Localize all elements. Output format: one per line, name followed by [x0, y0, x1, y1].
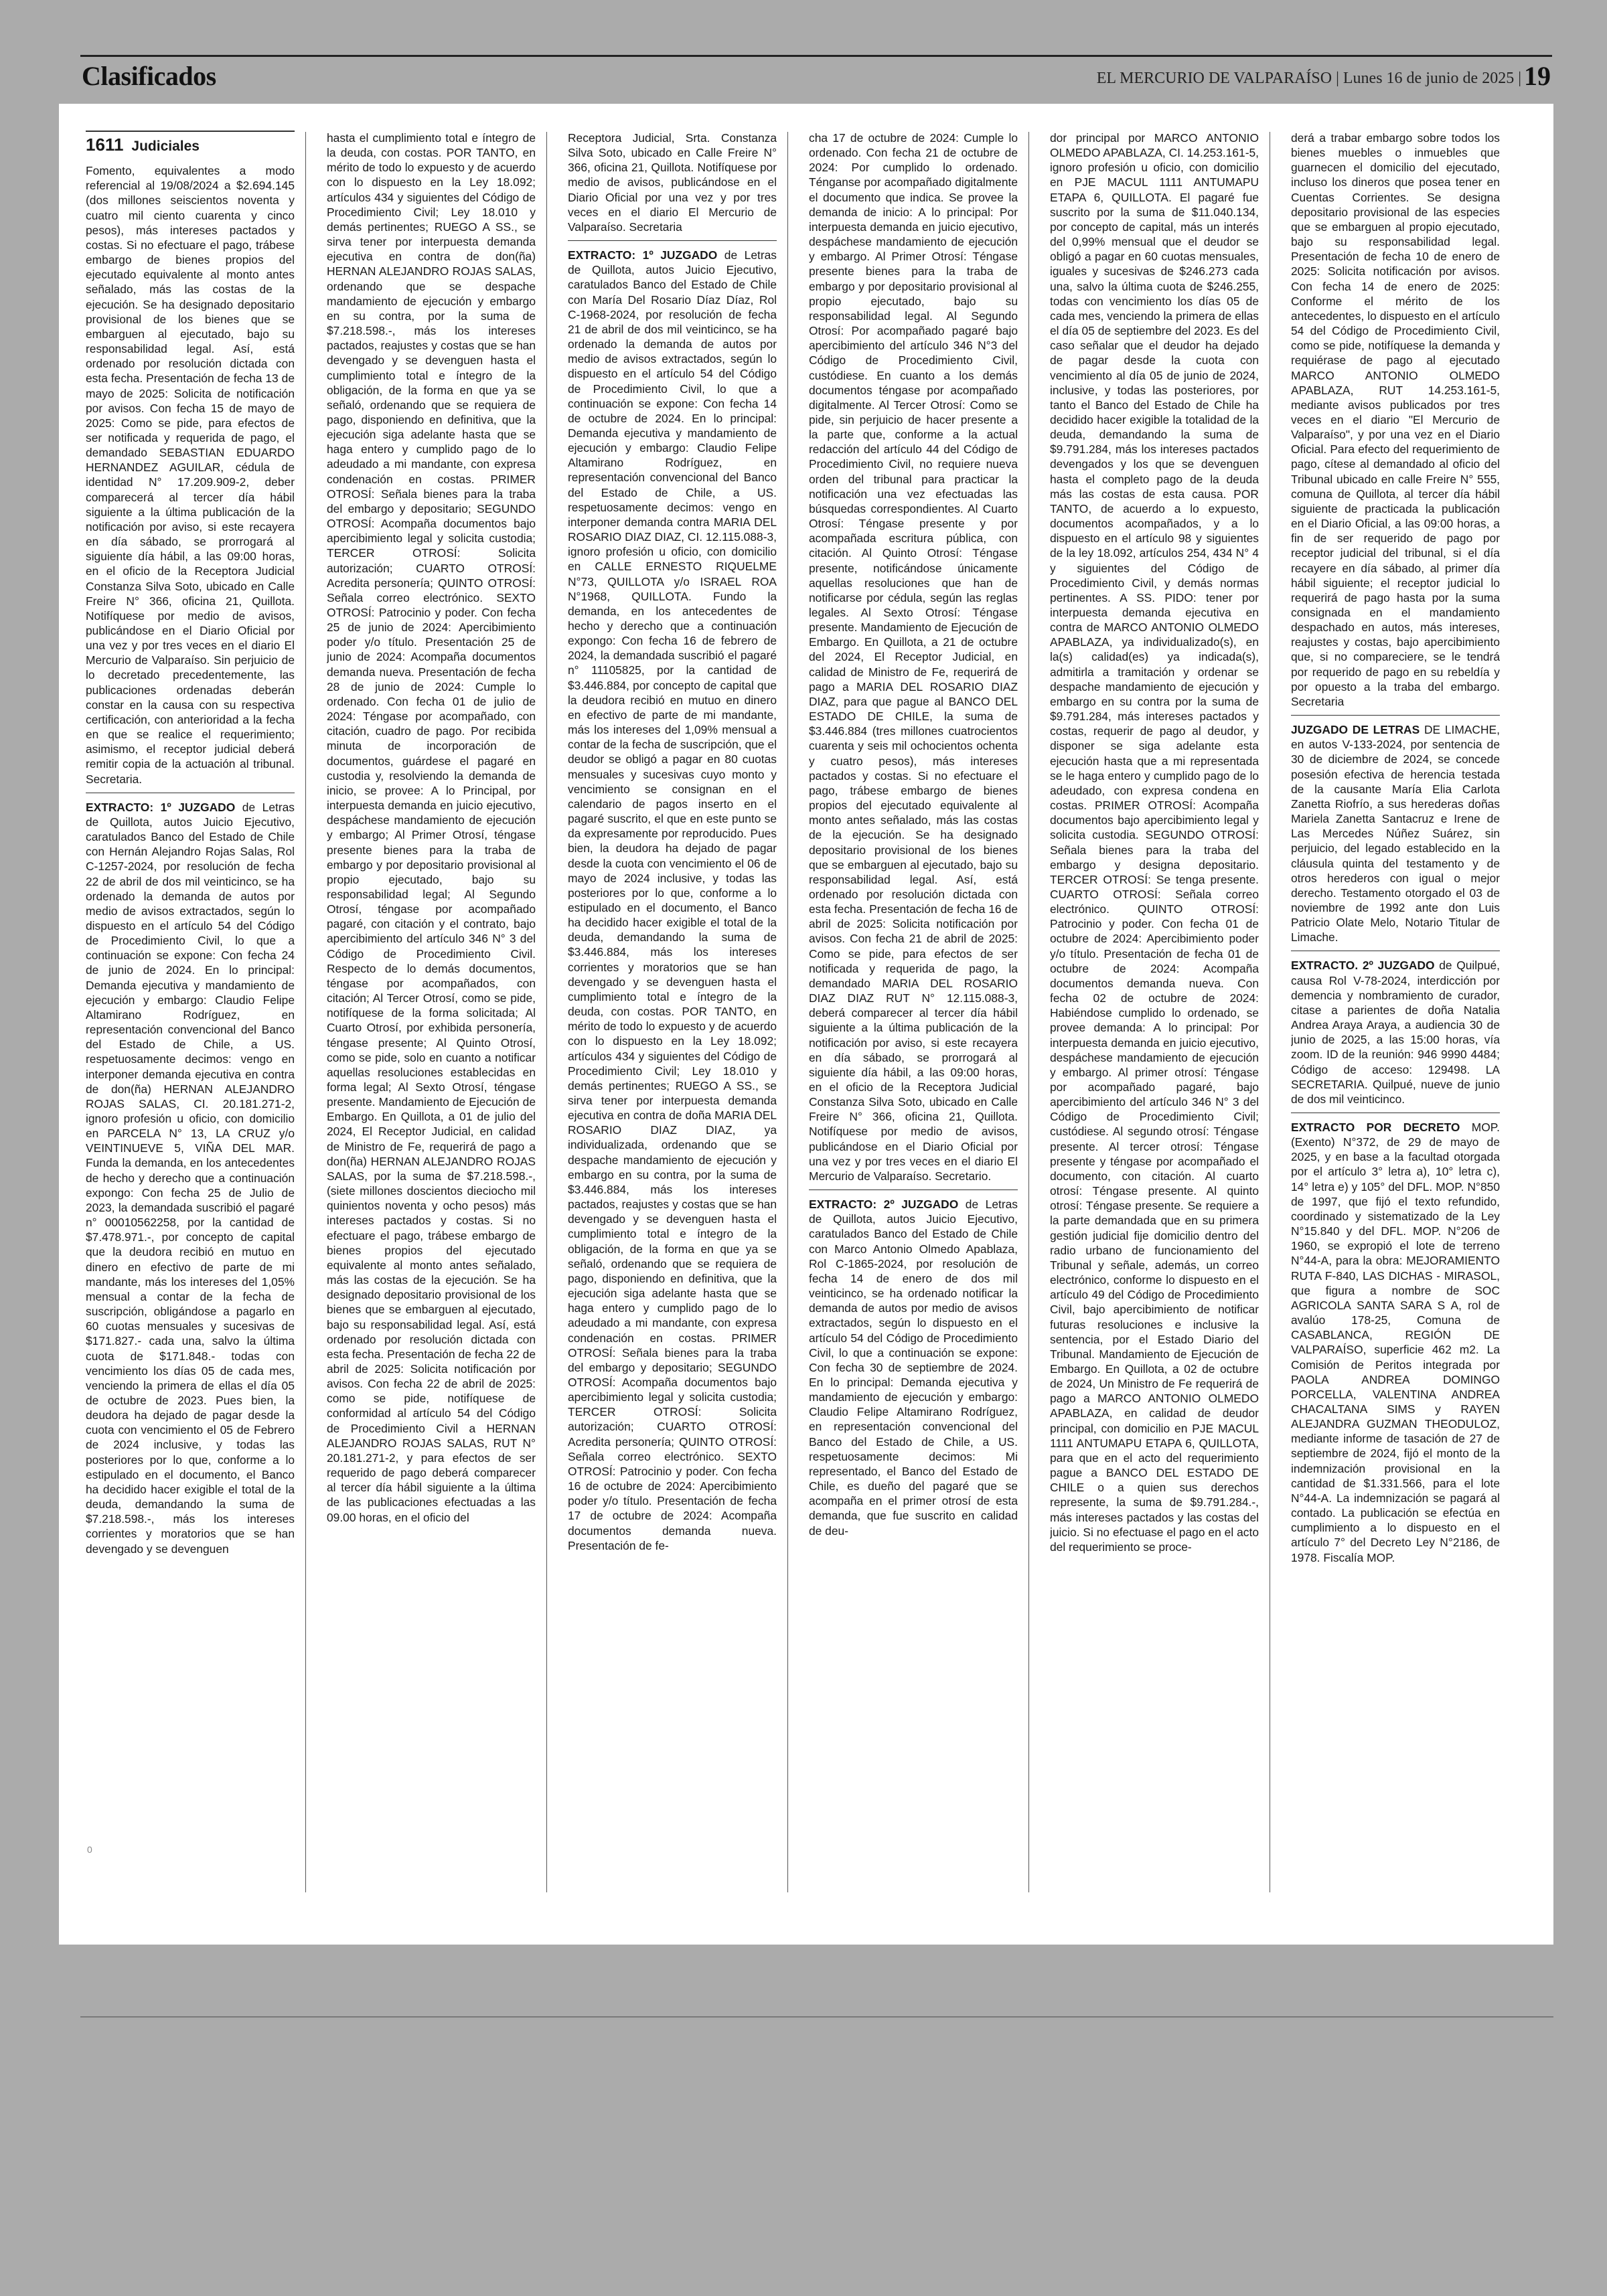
- notice-text: hasta el cumplimiento total e íntegro de la deuda, con costas. POR TANTO, en mérito de todo lo expuesto y de acuerdo con lo dispuesto en la Ley 18.092; artículos 434 y siguientes del Código de Procedimiento Civil; Ley 18.010 y demás pertinentes; RUEGO A SS., se sirva tener por interpuesta demanda ejecutiva en contra de don(ña) HERNAN ALEJANDRO ROJAS SALAS, ordenando que se despache mandamiento de ejecución y embargo en su contra, por la suma de $7.218.598.-, más los intereses pactados, reajustes y costas que se han devengado y se devenguen hasta el cumplimiento total e íntegro de la obligación, de la forma en que ya se señaló, ordenando que se requiera de pago, disponiendo en definitiva, que la ejecución siga adelante hasta que se haga entero y cumplido pago de lo adeudado a mi mandante, con expresa condenación en costas. PRIMER OTROSÍ: Señala bienes para la traba del embargo y depositario; SEGUNDO OTROSÍ: Acompaña documentos bajo apercibimiento legal y solicita custodia; TERCER OTROSÍ: Solicita autorización; CUARTO OTROSÍ: Acredita personería; QUINTO OTROSÍ: Señala correo electrónico. SEXTO OTROSÍ: Patrocinio y poder. Con fecha 25 de junio de 2024: Apercibimiento poder y/o título. Presentación 25 de junio de 2024: Acompaña documentos demanda nueva. Presentación de fecha 28 de junio de 2024: Cumple lo ordenado. Con fecha 01 de julio de 2024: Téngase por acompañado, con citación, cuadro de pago. Por recibida minuta de incorporación de documentos, guárdese el pagaré en custodia y, resolviendo la demanda de inicio, se provee: A lo Principal, por interpuesta demanda en juicio ejecutivo, despáchese mandamiento de ejecución y embargo; Al Primer Otrosí, téngase presente bienes para la traba de embargo y por depositario provisional al propio ejecutado, bajo su responsabilidad legal; Al Segundo Otrosí, téngase por acompañado pagaré, con citación y el contrato, bajo apercibimiento del artículo 346 N° 3 del Código de Procedimiento Civil. Respecto de lo demás documentos, téngase por acompañados, con citación; Al Tercer Otrosí, como se pide, notifíquese de la forma solicitada; Al Cuarto Otrosí, por exhibida personería, téngase presente; Al Quinto Otrosí, como se pide, solo en cuanto a notificar aquellas resoluciones establecidas en forma legal; Al Sexto Otrosí, téngase presente. Mandamiento de Ejecución de Embargo. En Quillota, a 01 de julio del 2024, El Receptor Judicial, en calidad de Ministro de Fe, requerirá de pago a don(ña) HERNAN ALEJANDRO ROJAS SALAS, por la suma de $7.218.598.-, (siete millones doscientos dieciocho mil quinientos noventa y ocho pesos) más intereses pactados y costas. Si no efectuare el pago, trábese embargo de bienes propios del ejecutado equivalente al monto antes señalado, más las costas de la ejecución. Se ha designado depositario provisional de los bienes que se embarguen al ejecutado, bajo su responsabilidad legal. Así, está ordenado por resolución dictada con esta fecha. Presentación de fecha 22 de abril de 2025: Solicita notificación por avisos. Con fecha 22 de abril de 2025: como se pide, notifíquese de conformidad al artículo 54 del Código de Procedimiento Civil a HERNAN ALEJANDRO ROJAS SALAS, RUT N° 20.181.271-2, y para efectos de ser requerido de pago deberá comparecer al tercer día hábil siguiente a la última de las publicaciones efectuadas a las 09.00 horas, en el oficio del: [327, 131, 536, 1524]
- legal-notice: [568, 248, 777, 1553]
- notice-text: Fomento, equivalentes a modo referencial al 19/08/2024 a $2.694.145 (dos millones seiscientos noventa y cuatro mil ciento cuarenta y cinco pesos), más intereses pactados y costas. Si no efectuare el pago, trábese embargo de bienes propios del ejecutado equivalente al monto antes señalado, más las costas de la ejecución. Se ha designado depositario provisional de los bienes que se embarguen al ejecutado, bajo su responsabilidad legal. Así, está ordenado por resolución dictada con esta fecha. Presentación de fecha 13 de mayo de 2025: Solicita de notificación por avisos. Con fecha 15 de mayo de 2025: Como se pide, para efectos de ser notificada y requerida de pago, el demandado SEBASTIAN EDUARDO HERNANDEZ AGUILAR, cédula de identidad N° 17.209.909-2, deber comparecerá al tercer día hábil siguiente a la última publicación de la notificación por aviso, si este recayera en día sábado, se prorrogará al siguiente día hábil, a las 09:00 horas, en el oficio de la Receptora Judicial Constanza Silva Soto, ubicado en Calle Freire N° 366, oficina 21, Quillota. Notifíquese por medio de avisos, publicándose en el Diario Oficial por una vez y por tres veces en el diario El Mercurio de Valparaíso. Sin perjuicio de lo decretado precedentemente, las publicaciones ordenadas deberán constar en la causa con su respectiva certificación, con anterioridad a la fecha en que se realice el requerimiento; asimismo, el receptor judicial deberá remitir copia de la actuación al tribunal. Secretaria.: [86, 164, 295, 786]
- column-divider: [787, 132, 788, 1892]
- notice-text: dor principal por MARCO ANTONIO OLMEDO APABLAZA, CI. 14.253.161-5, ignoro profesión u oficio, con domicilio en PJE MACUL 1111 ANTUMAPU ETAPA 6, QUILLOTA. El pagaré fue suscrito por la suma de $11.040.134, por concepto de capital, más un interés del 0,99% mensual que el deudor se obligó a pagar en 60 cuotas mensuales, iguales y sucesivas de $246.273 cada una, salvo la última cuota de $246.255, todas con vencimiento los días 05 de cada mes, venciendo la primera de ellas el día 05 de septiembre del 2023. Es del caso señalar que el deudor ha dejado de pagar desde la cuota con vencimiento al día 05 de junio de 2024, inclusive, y todas las posteriores, por tanto el Banco del Estado de Chile ha decidido hacer exigible la totalidad de la deuda, demandando la suma de $9.791.284, más los intereses pactados devengados y los que se devenguen hasta el completo pago de la deuda más las costas de esta causa. POR TANTO, de acuerdo a lo expuesto, documentos acompañados, y a lo dispuesto en el artículo 98 y siguientes de la ley 18.092, artículos 254, 434 N° 4 y siguientes del Código de Procedimiento Civil, y demás normas pertinentes. A SS. PIDO: tener por interpuesta demanda ejecutiva en contra de MARCO ANTONIO OLMEDO APABLAZA, ya individualizado(s), en la(s) calidad(es) ya indicada(s), admitirla a tramitación y ordenar se despache mandamiento de ejecución y embargo en su contra por la suma de $9.791.284, más intereses pactados y costas, requerir de pago al deudor, y disponer se siga adelante esta ejecución hasta que a mi representada se le haga entero y cumplido pago de lo adeudado, con expresa condena en costas. PRIMER OTROSÍ: Acompaña documentos bajo apercibimiento legal y solicita custodia. SEGUNDO OTROSÍ: Señala bienes para la traba del embargo y designa depositario. TERCER OTROSÍ: Se tenga presente. CUARTO OTROSÍ: Señala correo electrónico. QUINTO OTROSÍ: Patrocinio y poder. Con fecha 01 de octubre de 2024: Apercibimiento poder y/o título. Presentación de fecha 01 de octubre de 2024: Acompaña documentos demanda nueva. Con fecha 02 de octubre de 2024: Habiéndose cumplido lo ordenado, se provee demanda: A lo principal: Por interpuesta demanda en juicio ejecutivo, despáchese mandamiento de ejecución y embargo. Al primer otrosí: Téngase por acompañado pagaré, bajo apercibimiento del artículo 346 N° 3 del Código de Procedimiento Civil; custódiese. Al segundo otrosí: Téngase presente. Al tercer otrosí: Téngase presente y téngase por acompañado el documento, con citación. Al cuarto otrosí: Téngase presente. Al quinto otrosí: Téngase presente. Se requiere a la parte demandada que en su primera gestión judicial fije domicilio dentro del radio urbano de funcionamiento del Tribunal y señale, además, un correo electrónico, conforme lo dispuesto en el artículo 49 del Código de Procedimiento Civil, bajo apercibimiento de notificar futuras resoluciones e inclusive la sentencia, por el Estado Diario del Tribunal. Mandamiento de Ejecución de Embargo. En Quillota, a 02 de octubre de 2024, Un Ministro de Fe requerirá de pago a MARCO ANTONIO OLMEDO APABLAZA, en calidad de deudor principal, con domicilio en PJE MACUL 1111 ANTUMAPU ETAPA 6, QUILLOTA, para que en el acto del requerimiento pague a BANCO DEL ESTADO DE CHILE o a quien sus derechos represente, la suma de $9.791.284.-, más intereses pactados y las costas del juicio. Si no efectuase el pago en el acto del requerimiento se proce-: [1050, 131, 1259, 1554]
- notice-text: DE LIMACHE, en autos V-133-2024, por sentencia de 30 de diciembre de 2024, se concede posesión efectiva de herencia testada de la causante María Elia Carlota Zanetta Riofrío, a sus herederas doñas Mariela Zanetta Santacruz e Irene de Las Mercedes Núñez Suárez, sin perjuicio, del legado establecido en la cláusula quinta del testamento y de otros herederos con igual o mejor derecho. Testamento otorgado el 03 de noviembre de 1992 ante don Luis Patricio Olate Melo, Notario Titular de Limache.: [1291, 723, 1500, 945]
- page-mark: 0: [87, 1844, 92, 1855]
- page-number: 19: [1524, 61, 1551, 91]
- category-number: 1611: [86, 135, 124, 155]
- column-4: [809, 131, 1018, 1898]
- legal-notice: [809, 131, 1018, 1183]
- notice-lead: EXTRACTO POR DECRETO: [1291, 1121, 1460, 1134]
- notice-text: Receptora Judicial, Srta. Constanza Silva Soto, ubicado en Calle Freire N° 366, oficina 21, Quillota. Notifíquese por medio de avisos, publicándose en el Diario Oficial por una vez y por tres veces en el diario El Mercurio de Valparaíso. Secretaria: [568, 131, 777, 234]
- notice-lead: JUZGADO DE LETRAS: [1291, 723, 1420, 737]
- notice-text: de Quilpué, causa Rol V-78-2024, interdicción por demencia y nombramiento de curador, citase a parientes de doña Natalia Andrea Araya Araya, a audiencia 30 de junio de 2025, a las 15:00 horas, vía zoom. ID de la reunión: 946 9990 4484; Código de acceso: 129498. LA SECRETARIA. Quilpué, nueve de junio de dos mil veinticinco.: [1291, 959, 1500, 1106]
- column-5: [1050, 131, 1259, 1898]
- legal-notice: [568, 131, 777, 234]
- legal-notice: [1291, 131, 1500, 709]
- notice-lead: EXTRACTO: 1º JUZGADO: [86, 800, 236, 814]
- legal-notice: [86, 163, 295, 787]
- notice-divider: [1291, 715, 1500, 716]
- section-title: Clasificados: [82, 61, 216, 91]
- legal-notice: [1291, 722, 1500, 945]
- legal-notice: [1291, 1120, 1500, 1565]
- column-3: [568, 131, 777, 1898]
- column-divider: [305, 132, 306, 1892]
- notice-text: de Letras de Quillota, autos Juicio Ejecutivo, caratulados Banco del Estado de Chile con María Del Rosario Díaz Díaz, Rol C-1968-2024, por resolución de fecha 21 de abril de dos mil veinticinco, se ha ordenado la demanda de autos por medio de avisos extractados, según lo dispuesto en el artículo 54 del Código de Procedimiento Civil, lo que a continuación se expone: Con fecha 14 de octubre de 2024. En lo principal: Demanda ejecutiva y mandamiento de ejecución y embargo: Claudio Felipe Altamirano Rodríguez, en representación convencional del Banco del Estado de Chile, a US. respetuosamente decimos: vengo en interponer demanda contra MARIA DEL ROSARIO DIAZ DIAZ, CI. 12.115.088-3, ignoro profesión u oficio, con domicilio en CALLE ERNESTO RIQUELME N°73, QUILLOTA y/o ISRAEL ROA N°1968, QUILLOTA. Fundo la demanda, en los antecedentes de hecho y derecho que a continuación expongo: Con fecha 16 de febrero de 2024, la demandada suscribió el pagaré n° 11105825, por la cantidad de $3.446.884, por concepto de capital que la deudora recibió en mutuo en dinero en efectivo de parte de mi mandante, más los intereses del 1,09% mensual a contar de la fecha de suscripción, que el deudor se obligó a pagar en 80 cuotas mensuales y sucesivas cuyo monto y vencimiento se consignan en el calendario de pagos inserto en el pagaré suscrito, el que en este punto se da expresamente por reproducido. Pues bien, la deudora ha dejado de pagar desde la cuota con vencimiento el 06 de mayo de 2024 inclusive, y todas las posteriores por lo que, conforme a lo estipulado en el documento, el Banco ha decidido hacer exigible el total de la deuda, demandando la suma de $3.446.884, más los intereses corrientes y moratorios que se han devengado y se devenguen hasta el cumplimiento total e íntegro de la deuda, con costas. POR TANTO, en mérito de todo lo expuesto y de acuerdo con lo dispuesto en la Ley 18.092; artículos 434 y siguientes del Código de Procedimiento Civil; Ley 18.010 y demás pertinentes; RUEGO A SS., se sirva tener por interpuesta demanda ejecutiva en contra de doña MARIA DEL ROSARIO DIAZ DIAZ, ya individualizada, ordenando que se despache mandamiento de ejecución y embargo en su contra, por la suma de $3.446.884, más los intereses pactados, reajustes y costas que se han devengado y se devenguen hasta el cumplimiento total e íntegro de la obligación, de la forma en que ya se señaló, ordenando que se requiera de pago, disponiendo en definitiva, que la ejecución siga adelante hasta que se haga entero y cumplido pago de lo adeudado a mi mandante, con expresa condenación en costas. PRIMER OTROSÍ: Señala bienes para la traba del embargo y depositario; SEGUNDO OTROSÍ: Acompaña documentos bajo apercibimiento legal y solicita custodia; TERCER OTROSÍ: Solicita autorización; CUARTO OTROSÍ: Acredita personería; QUINTO OTROSÍ: Señala correo electrónico. SEXTO OTROSÍ: Patrocinio y poder. Con fecha 16 de octubre de 2024: Apercibimiento poder y/o título. Presentación de fecha 17 de octubre de 2024: Acompaña documentos demanda nueva. Presentación de fe-: [568, 248, 777, 1552]
- notice-text: derá a trabar embargo sobre todos los bienes muebles o inmuebles que guarnecen el domicilio del ejecutado, incluso los dineros que posea tener en Cuentas Corrientes. Se designa depositario provisional de las especies que se embarguen al propio ejecutado, bajo su responsabilidad legal. Presentación de fecha 10 de enero de 2025: Solicita notificación por avisos. Con fecha 14 de enero de 2025: Conforme el mérito de los antecedentes, lo dispuesto en el artículo 54 del Código de Procedimiento Civil, como se pide, notifíquese la demanda y requiérase de pago al ejecutado MARCO ANTONIO OLMEDO APABLAZA, RUT 14.253.161-5, mediante avisos publicados por tres veces en el diario "El Mercurio de Valparaíso", y por una vez en el Diario Oficial. Para efecto del requerimiento de pago, cítese al demandado al oficio del Tribunal ubicado en calle Freire N° 555, comuna de Quillota, al tercer día hábil siguiente de practicada la publicación en el Diario Oficial, a las 09:00 horas, a fin de ser requerido de pago por receptor judicial del tribunal, si el día recayere en día sábado, al primer día hábil siguiente; el receptor judicial lo requerirá de pago hasta por la suma consignada en el mandamiento despachado en autos, más intereses, reajustes y costas, bajo apercibimiento que, si no compareciere, se le tendrá por requerido de pago en su rebeldía y por opuesto a la traba del embargo. Secretaria: [1291, 131, 1500, 708]
- header-rule: [80, 55, 1552, 57]
- notice-text: cha 17 de octubre de 2024: Cumple lo ordenado. Con fecha 21 de octubre de 2024: Por cumplido lo ordenado. Ténganse por acompañado digitalmente el documento que indica. Se provee la demanda de inicio: A lo principal: Por interpuesta demanda en juicio ejecutivo, despáchese mandamiento de ejecución y embargo. Al Primer Otrosí: Téngase presente bienes para la traba de embargo y por depositario provisional al propio ejecutado, bajo su responsabilidad legal. Al Segundo Otrosí: Por acompañado pagaré bajo apercibimiento del artículo 346 N°3 del Código de Procedimiento Civil, custódiese. En cuanto a los demás documentos téngase por acompañado digitalmente. Al Tercer Otrosí: Como se pide, sin perjuicio de hacer presente a la parte que, conforme a la actual redacción del artículo 44 del Código de Procedimiento Civil, no requiere nueva orden del tribunal para practicar la notificación una vez efectuadas las búsquedas correspondientes. Al Cuarto Otrosí: Téngase presente y por acompañada escritura pública, con citación. Al Quinto Otrosí: Téngase presente, notificándose únicamente aquellas resoluciones que han de notificarse por cédula, según las reglas legales. Al Sexto Otrosí: Téngase presente. Mandamiento de Ejecución de Embargo. En Quillota, a 21 de octubre del 2024, El Receptor Judicial, en calidad de Ministro de Fe, requerirá de pago a MARIA DEL ROSARIO DIAZ DIAZ, para que pague al BANCO DEL ESTADO DE CHILE, la suma de $3.446.884 (tres millones cuatrocientos cuarenta y seis mil ochocientos ochenta y cuatro pesos), más intereses pactados y costas. Si no efectuare el pago, trábese embargo de bienes propios del ejecutado equivalente al monto antes señalado, más las costas de la ejecución. Se ha designado depositario provisional de los bienes que se embarguen al ejecutado, bajo su responsabilidad legal. Así, está ordenado por resolución dictada con esta fecha. Presentación de fecha 16 de abril de 2025: Solicita notificación por avisos. Con fecha 21 de abril de 2025: Como se pide, para efectos de ser notificada y requerida de pago, la demandado MARIA DEL ROSARIO DIAZ DIAZ RUT N° 12.115.088-3, deberá comparecer al tercer día hábil siguiente a la última publicación de la notificación por aviso, si este recayera en día sábado, se prorrogará al siguiente día hábil, a las 09:00 horas, en el oficio de la Receptora Judicial Constanza Silva Soto, ubicado en Calle Freire N° 366, oficina 21, Quillota. Notifíquese por medio de avisos, publicándose en el Diario Oficial por una vez y por tres veces en el diario El Mercurio de Valparaíso. Secretario.: [809, 131, 1018, 1183]
- notice-text: de Letras de Quillota, autos Juicio Ejecutivo, caratulados Banco del Estado de Chile con Marco Antonio Olmedo Apablaza, Rol C-1865-2024, por resolución de fecha 14 de enero de dos mil veinticinco, se ha ordenado notificar la demanda de autos por medio de avisos extractados, según lo dispuesto en el artículo 54 del Código de Procedimiento Civil, lo que a continuación se expone: Con fecha 30 de septiembre de 2024. En lo principal: Demanda ejecutiva y mandamiento de ejecución y embargo: Claudio Felipe Altamirano Rodríguez, en representación convencional del Banco del Estado de Chile, a US. respetuosamente decimos: Mi representado, el Banco del Estado de Chile, es dueño del pagaré que se acompaña en el primer otrosí de esta demanda, que fue suscrito en calidad de deu-: [809, 1198, 1018, 1538]
- notice-text: MOP. (Exento) N°372, de 29 de mayo de 2025, y en base a la facultad otorgada por el artículo 3° letra a), 10° letra c), 14° letra e) y 105° del DFL. MOP. N°850 de 1997, que fijó el texto refundido, coordinado y sistematizado de la Ley N°15.840 y del DFL. MOP. N°206 de 1960, se expropió el lote de terreno N°44-A, para la obra: MEJORAMIENTO RUTA F-840, LAS DICHAS - MIRASOL, que figura a nombre de SOC AGRICOLA SANTA SARA S A, rol de avalúo 178-25, Comuna de CASABLANCA, REGIÓN DE VALPARAÍSO, superficie 462 m2. La Comisión de Peritos integrada por PAOLA ANDREA DOMINGO PORCELLA, VALENTINA ANDREA CHACALTANA SIMS y RAYEN ALEJANDRA GUZMAN THEODULOZ, mediante informe de tasación de 27 de septiembre de 2024, fijó el monto de la indemnización provisional en la cantidad de $1.331.566, para el lote N°44-A. La indemnización se pagará al contado. La publicación se efectúa en cumplimiento a lo dispuesto en el artículo 7° del Decreto Ley N°2186, de 1978. Fiscalía MOP.: [1291, 1121, 1500, 1564]
- legal-notice: [1050, 131, 1259, 1554]
- column-divider: [1028, 132, 1029, 1892]
- legal-notice: [327, 131, 536, 1525]
- notice-lead: EXTRACTO: 1º JUZGADO: [568, 248, 718, 262]
- notice-text: de Letras de Quillota, autos Juicio Ejecutivo, caratulados Banco del Estado de Chile con Hernán Alejandro Rojas Salas, Rol C-1257-2024, por resolución de fecha 22 de abril de dos mil veinticinco, se ha ordenado la demanda de autos por medio de avisos extractados, según lo dispuesto en el artículo 54 del Código de Procedimiento Civil, lo que a continuación se expone: Con fecha 24 de junio de 2024. En lo principal: Demanda ejecutiva y mandamiento de ejecución y embargo: Claudio Felipe Altamirano Rodríguez, en representación convencional del Banco del Estado de Chile, a US. respetuosamente decimos: vengo en interponer demanda ejecutiva en contra de don(ña) HERNAN ALEJANDRO ROJAS SALAS, CI. 20.181.271-2, ignoro profesión u oficio, con domicilio en PARCELA N° 13, LA CRUZ y/o VEINTINUEVE 5, VIÑA DEL MAR. Funda la demanda, en los antecedentes de hecho y derecho que a continuación expongo: Con fecha 25 de Julio de 2023, la demandada suscribió el pagaré n° 00010562258, por la cantidad de $7.478.971.-, por concepto de capital que la deudora recibió en mutuo en dinero en efectivo de parte de mi mandante, más los intereses del 1,05% mensual a contar de la fecha de suscripción, obligándose a pagarlo en 60 cuotas mensuales y sucesivas de $171.827.- cada una, salvo la última cuota de $171.848.- todas con vencimiento los días 05 de cada mes, venciendo la primera de ellas el día 05 de octubre de 2023. Pues bien, la deudora ha dejado de pagar desde la cuota con vencimiento el 05 de Febrero de 2024 inclusive, y todas las posteriores por lo que, conforme a lo estipulado en el documento, el Banco ha decidido hacer exigible el total de la deuda, demandando la suma de $7.218.598.-, más los intereses corrientes y moratorios que se han devengado y se devenguen: [86, 800, 295, 1556]
- legal-notice: [809, 1197, 1018, 1538]
- column-2: [327, 131, 536, 1898]
- column-6: [1291, 131, 1500, 1898]
- notice-divider: [568, 240, 777, 241]
- classifieds-sheet: [59, 104, 1553, 1945]
- category-name: Judiciales: [131, 139, 200, 154]
- legal-notice: [86, 800, 295, 1556]
- newspaper-date-line: EL MERCURIO DE VALPARAÍSO | Lunes 16 de junio de 2025 |: [1096, 70, 1521, 87]
- category-heading: [86, 131, 295, 154]
- bottom-rule: [80, 2016, 1553, 2018]
- column-1: [86, 131, 295, 1898]
- notice-lead: EXTRACTO. 2º JUZGADO: [1291, 959, 1435, 973]
- notice-lead: EXTRACTO: 2º JUZGADO: [809, 1198, 959, 1212]
- legal-notice: [1291, 958, 1500, 1106]
- column-divider: [546, 132, 547, 1892]
